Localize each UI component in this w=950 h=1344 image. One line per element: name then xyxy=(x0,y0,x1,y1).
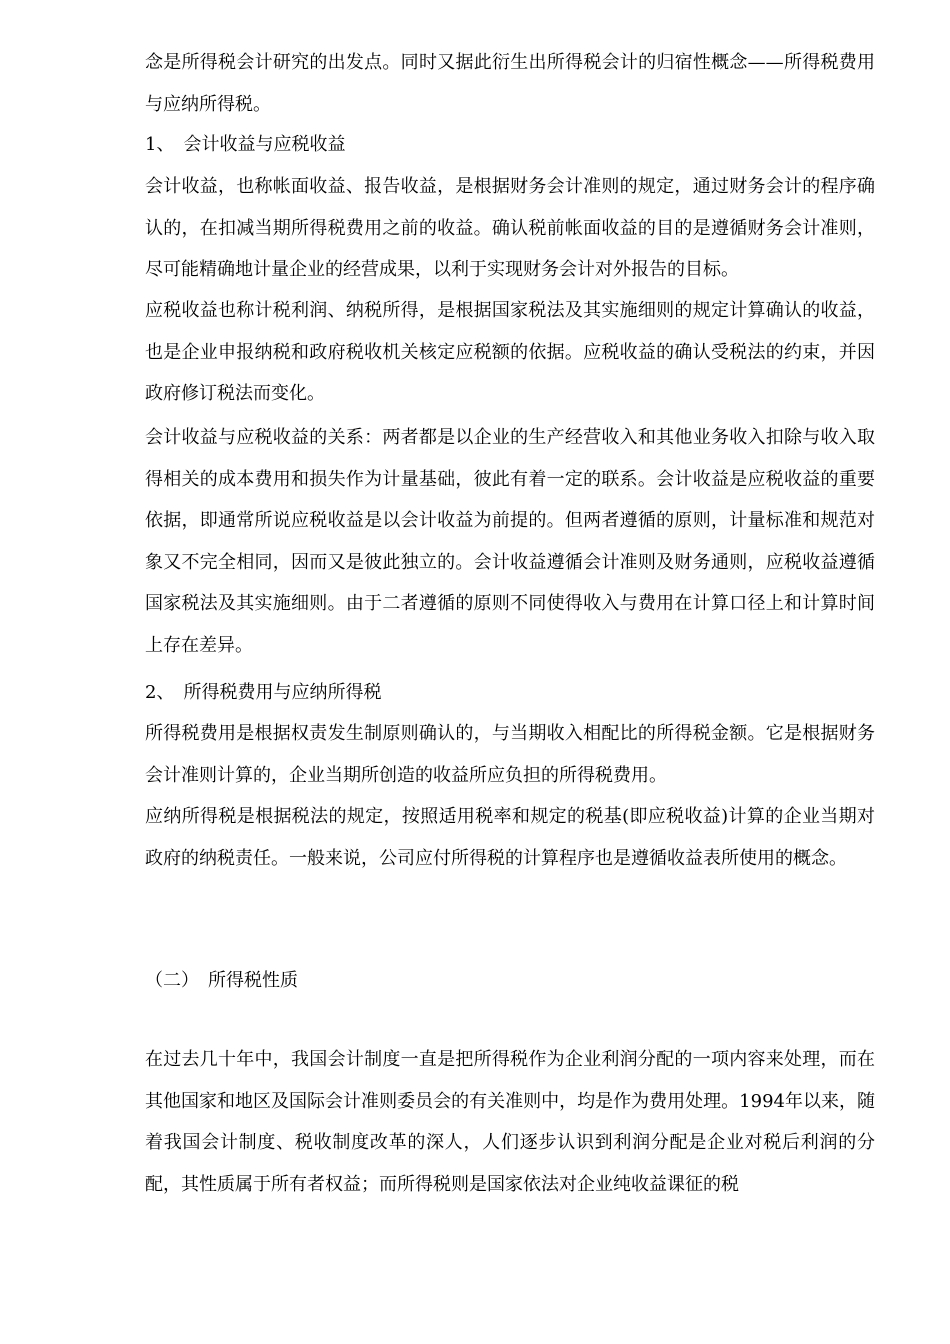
paragraph-taxable-income: 应税收益也称计税利润、纳税所得，是根据国家税法及其实施细则的规定计算确认的收益，也是企业申报纳税和政府税收机关核定应税额的依据。应税收益的确认受税法的约束，并因政府修订税法而变化。 xyxy=(145,300,875,404)
paragraph-income-relationship: 会计收益与应税收益的关系：两者都是以企业的生产经营收入和其他业务收入扣除与收入取得相关的成本费用和损失作为计量基础，彼此有着一定的联系。会计收益是应税收益的重要依据，即通常所说应税收益是以会计收益为前提的。但两者遵循的原则，计量标准和规范对象又不完全相同，因而又是彼此独立的。会计收益遵循会计准则及财务通则，应税收益遵循国家税法及其实施细则。由于二者遵循的原则不同使得收入与费用在计算口径上和计算时间上存在差异。 xyxy=(145,427,875,656)
section-heading-tax-nature: （二） 所得税性质 xyxy=(145,970,298,991)
paragraph-tax-nature: 在过去几十年中，我国会计制度一直是把所得税作为企业利润分配的一项内容来处理，而在其他国家和地区及国际会计准则委员会的有关准则中，均是作为费用处理。1994年以来，随着我国会计制度、税收制度改革的深人，人们逐步认识到利润分配是企业对税后利润的分配，其性质属于所有者权益；而所得税则是国家依法对企业纯收益课征的税 xyxy=(145,1049,875,1195)
paragraph-tax-payable: 应纳所得税是根据税法的规定，按照适用税率和规定的税基(即应税收益)计算的企业当期对政府的纳税责任。一般来说，公司应付所得税的计算程序也是遵循收益表所使用的概念。 xyxy=(145,806,875,869)
paragraph-tax-expense: 所得税费用是根据权责发生制原则确认的，与当期收入相配比的所得税金额。它是根据财务会计准则计算的，企业当期所创造的收益所应负担的所得税费用。 xyxy=(145,723,875,786)
paragraph-accounting-income: 会计收益，也称帐面收益、报告收益，是根据财务会计准则的规定，通过财务会计的程序确认的，在扣减当期所得税费用之前的收益。确认税前帐面收益的目的是遵循财务会计准则，尽可能精确地计量企业的经营成果，以利于实现财务会计对外报告的目标。 xyxy=(145,176,875,280)
heading-tax-expense: 2、 所得税费用与应纳所得税 xyxy=(145,682,382,703)
heading-accounting-income: 1、 会计收益与应税收益 xyxy=(145,134,346,155)
paragraph-intro: 念是所得税会计研究的出发点。同时又据此衍生出所得税会计的归宿性概念——所得税费用与应纳所得税。 xyxy=(145,52,875,115)
